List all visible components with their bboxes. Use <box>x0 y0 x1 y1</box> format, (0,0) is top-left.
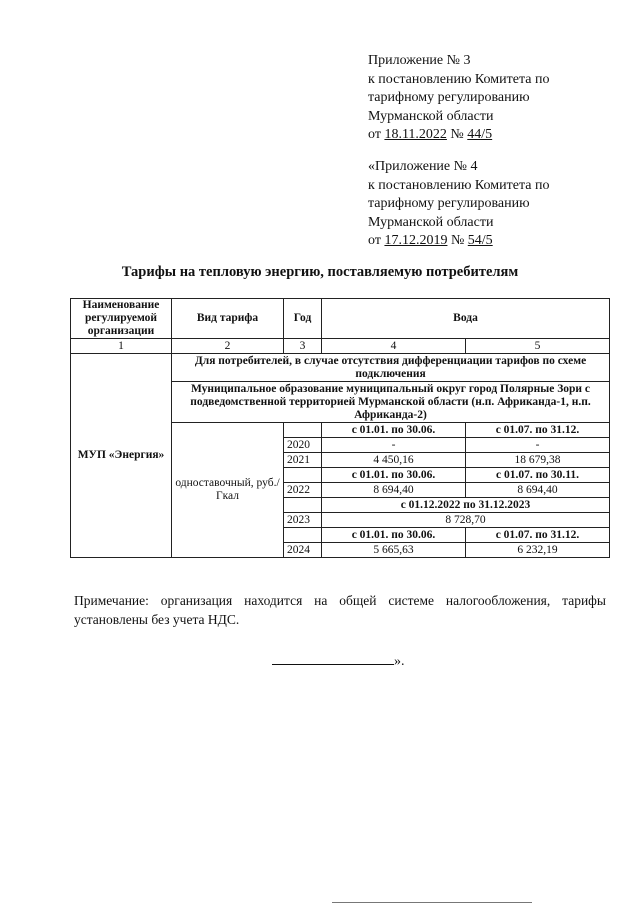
appendix-previous-line3: тарифному регулированию <box>368 196 530 211</box>
appendix-previous-block <box>368 158 549 251</box>
closing-line <box>272 652 405 670</box>
appendix-previous-number: 54/5 <box>467 233 493 248</box>
header-year: Год <box>284 299 322 339</box>
appendix-previous-line2: к постановлению Комитета по <box>368 177 550 193</box>
year-cell: 2024 <box>284 543 322 558</box>
tariff-table <box>70 298 610 558</box>
appendix-previous-date: 17.12.2019 <box>384 233 448 248</box>
footer-divider <box>332 902 532 903</box>
appendix-current-line3: тарифному регулированию <box>368 90 530 105</box>
year-cell: 2022 <box>284 483 322 498</box>
period-cell: с 01.01. по 30.06. <box>322 528 466 543</box>
year-cell <box>284 468 322 483</box>
header-water: Вода <box>322 299 610 339</box>
section-municipality: Муниципальное образование муниципальный округ город Полярные Зори с подведомственной территорией Мурманской области (н.п. Африканда-1, н.п. Африканда-2) <box>172 382 610 423</box>
value-cell: 5 665,63 <box>322 543 466 558</box>
appendix-current-date: 18.11.2022 <box>384 127 447 142</box>
organization-name: МУП «Энергия» <box>71 354 172 558</box>
tariff-type-cell: одноставочный, руб./Гкал <box>172 423 284 558</box>
column-number: 5 <box>466 339 610 354</box>
value-cell: 4 450,16 <box>322 453 466 468</box>
appendix-current-date-line <box>368 126 549 145</box>
table-header-row <box>71 299 610 339</box>
period-cell: с 01.07. по 30.11. <box>466 468 610 483</box>
period-cell: с 01.01. по 30.06. <box>322 423 466 438</box>
column-number: 2 <box>172 339 284 354</box>
appendix-current-line1: Приложение № 3 <box>368 53 471 68</box>
closing-quote: ». <box>394 654 405 669</box>
year-cell <box>284 423 322 438</box>
appendix-current-number: 44/5 <box>467 127 493 142</box>
year-cell: 2020 <box>284 438 322 453</box>
table-row <box>71 354 610 382</box>
appendix-current-line2: к постановлению Комитета по <box>368 71 550 87</box>
year-cell <box>284 528 322 543</box>
column-number: 1 <box>71 339 172 354</box>
year-cell: 2021 <box>284 453 322 468</box>
value-cell: 18 679,38 <box>466 453 610 468</box>
appendix-current-line4: Мурманской области <box>368 108 494 124</box>
value-cell: - <box>466 438 610 453</box>
period-cell: с 01.07. по 31.12. <box>466 528 610 543</box>
period-cell: с 01.07. по 31.12. <box>466 423 610 438</box>
value-cell: 8 694,40 <box>466 483 610 498</box>
value-cell: 6 232,19 <box>466 543 610 558</box>
value-cell: 8 728,70 <box>322 513 610 528</box>
appendix-previous-date-line <box>368 232 549 251</box>
section-consumers: Для потребителей, в случае отсутствия дифференциации тарифов по схеме подключения <box>172 354 610 382</box>
appendix-previous-line4: Мурманской области <box>368 214 494 230</box>
header-tariff-type: Вид тарифа <box>172 299 284 339</box>
period-cell: с 01.01. по 30.06. <box>322 468 466 483</box>
column-number: 3 <box>284 339 322 354</box>
date-prefix: от <box>368 233 385 248</box>
column-number: 4 <box>322 339 466 354</box>
number-sign: № <box>446 127 468 142</box>
value-cell: - <box>322 438 466 453</box>
appendix-current-block <box>368 52 549 145</box>
period-cell: с 01.12.2022 по 31.12.2023 <box>322 498 610 513</box>
signature-rule <box>272 652 394 665</box>
number-sign: № <box>447 233 468 248</box>
appendix-previous-line1: «Приложение № 4 <box>368 159 478 174</box>
document-title: Тарифы на тепловую энергию, поставляемую потребителям <box>121 264 519 280</box>
year-cell <box>284 498 322 513</box>
column-number-row <box>71 339 610 354</box>
year-cell: 2023 <box>284 513 322 528</box>
value-cell: 8 694,40 <box>322 483 466 498</box>
header-org: Наименование регулируемой организации <box>71 299 172 339</box>
date-prefix: от <box>368 127 385 142</box>
note-text: Примечание: организация находится на общей системе налогообложения, тарифы установлены без учета НДС. <box>74 593 606 627</box>
